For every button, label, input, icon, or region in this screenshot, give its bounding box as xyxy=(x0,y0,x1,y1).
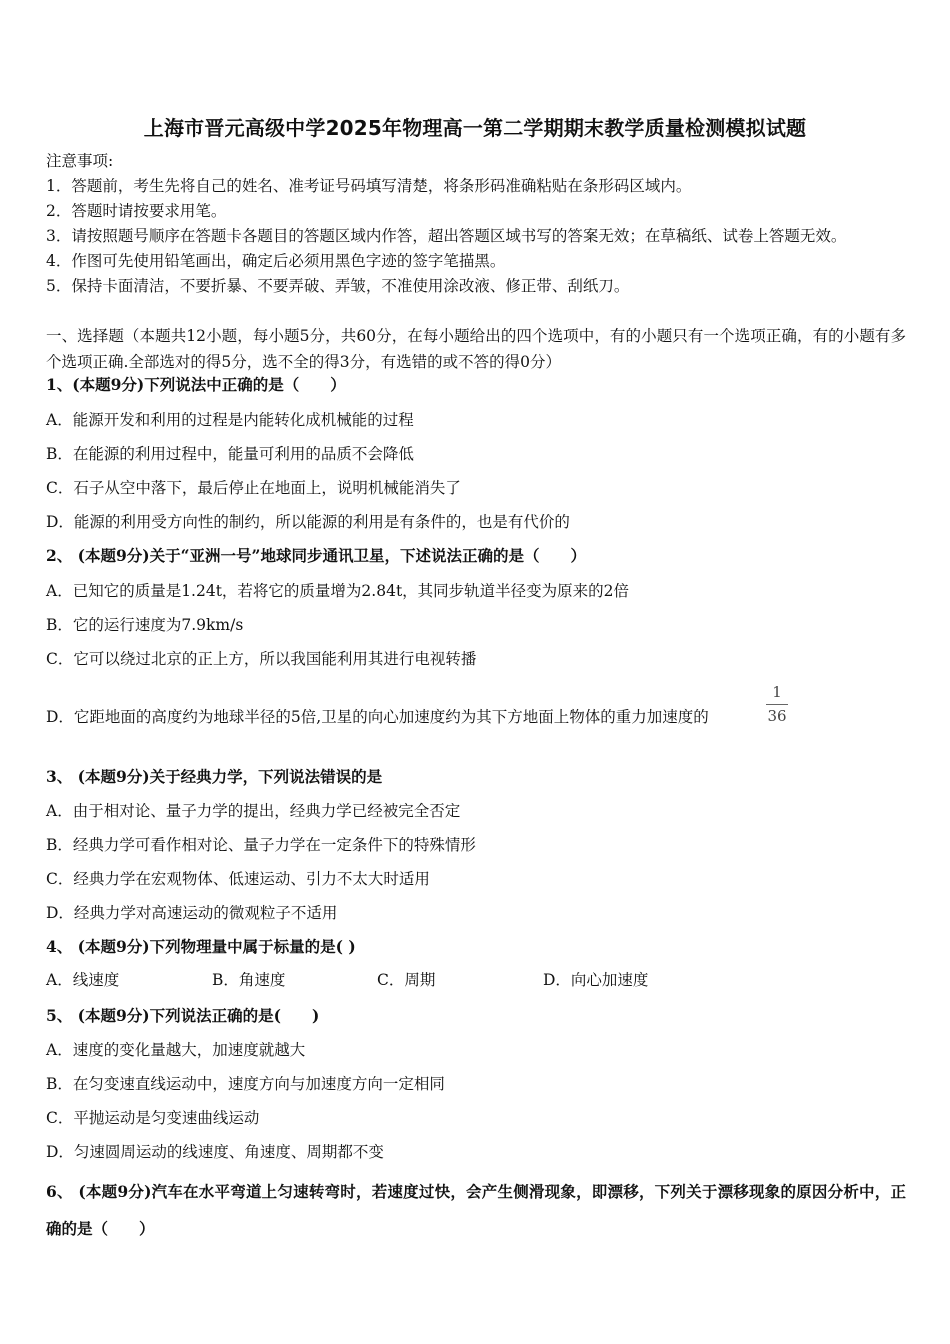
question-2-option-a: A．已知它的质量是1.24t，若将它的质量增为2.84t，其同步轨道半径变为原来的2倍 xyxy=(46,582,630,600)
question-1-option-a: A．能源开发和利用的过程是内能转化成机械能的过程 xyxy=(46,411,414,429)
notice-item-5: 5．保持卡面清洁，不要折暴、不要弄破、弄皱，不准使用涂改液、修正带、刮纸刀。 xyxy=(46,277,630,295)
question-5-option-d: D．匀速圆周运动的线速度、角速度、周期都不变 xyxy=(46,1143,384,1161)
question-3-stem: 3、 (本题9分)关于经典力学，下列说法错误的是 xyxy=(46,767,383,786)
question-2-option-c: C．它可以绕过北京的正上方，所以我国能利用其进行电视转播 xyxy=(46,650,477,668)
fraction-denominator: 36 xyxy=(767,707,787,725)
question-6-stem: 6、 (本题9分)汽车在水平弯道上匀速转弯时，若速度过快，会产生侧滑现象，即漂移，下列关于漂移现象的原因分析中，正确的是（ ） xyxy=(46,1182,906,1238)
question-5-option-c: C．平抛运动是匀变速曲线运动 xyxy=(46,1109,260,1127)
question-3-option-d: D．经典力学对高速运动的微观粒子不适用 xyxy=(46,904,338,922)
question-1-option-d: D．能源的利用受方向性的制约，所以能源的利用是有条件的，也是有代价的 xyxy=(46,513,570,531)
question-5-stem: 5、 (本题9分)下列说法正确的是( ) xyxy=(46,1006,320,1025)
question-3-option-a: A．由于相对论、量子力学的提出，经典力学已经被完全否定 xyxy=(46,802,461,820)
question-2-option-b: B．它的运行速度为7.9km/s xyxy=(46,616,244,634)
question-4-option-a: A．线速度 xyxy=(46,971,120,989)
question-4-option-d: D．向心加速度 xyxy=(543,971,649,989)
question-1-stem: 1、(本题9分)下列说法中正确的是（ ） xyxy=(46,375,346,394)
notice-item-4: 4．作图可先使用铅笔画出，确定后必须用黑色字迹的签字笔描黑。 xyxy=(46,252,506,270)
question-5-option-b: B．在匀变速直线运动中，速度方向与加速度方向一定相同 xyxy=(46,1075,445,1093)
question-1-option-b: B．在能源的利用过程中，能量可利用的品质不会降低 xyxy=(46,445,414,463)
fraction-bar xyxy=(766,704,788,705)
fraction-one-thirty-sixth xyxy=(766,683,788,725)
question-2-option-d: D．它距地面的高度约为地球半径的5倍,卫星的向心加速度约为其下方地面上物体的重力加速度的 xyxy=(46,708,709,726)
question-4-stem: 4、 (本题9分)下列物理量中属于标量的是( ) xyxy=(46,937,356,956)
notice-item-3: 3．请按照题号顺序在答题卡各题目的答题区域内作答，超出答题区域书写的答案无效；在草稿纸、试卷上答题无效。 xyxy=(46,227,847,245)
question-3-option-c: C．经典力学在宏观物体、低速运动、引力不太大时适用 xyxy=(46,870,430,888)
question-1-option-c: C．石子从空中落下，最后停止在地面上，说明机械能消失了 xyxy=(46,479,461,497)
notice-item-2: 2．答题时请按要求用笔。 xyxy=(46,202,227,220)
question-5-option-a: A．速度的变化量越大，加速度就越大 xyxy=(46,1041,306,1059)
notice-heading: 注意事项: xyxy=(46,152,114,170)
question-4-option-b: B．角速度 xyxy=(212,971,286,989)
section-heading: 一、选择题（本题共12小题，每小题5分，共60分，在每小题给出的四个选项中，有的小题只有一个选项正确，有的小题有多个选项正确.全部选对的得5分，选不全的得3分，有选错的或不答的得0分） xyxy=(46,327,906,371)
notice-item-1: 1．答题前，考生先将自己的姓名、准考证号码填写清楚，将条形码准确粘贴在条形码区域内。 xyxy=(46,177,692,195)
fraction-numerator: 1 xyxy=(772,683,782,701)
question-3-option-b: B．经典力学可看作相对论、量子力学在一定条件下的特殊情形 xyxy=(46,836,476,854)
page-title: 上海市晋元高级中学2025年物理高一第二学期期末教学质量检测模拟试题 xyxy=(143,116,807,140)
question-4-options xyxy=(46,970,746,992)
question-4-option-c: C．周期 xyxy=(377,971,436,989)
question-2-stem: 2、 (本题9分)关于“亚洲一号”地球同步通讯卫星，下述说法正确的是（ ） xyxy=(46,546,586,565)
